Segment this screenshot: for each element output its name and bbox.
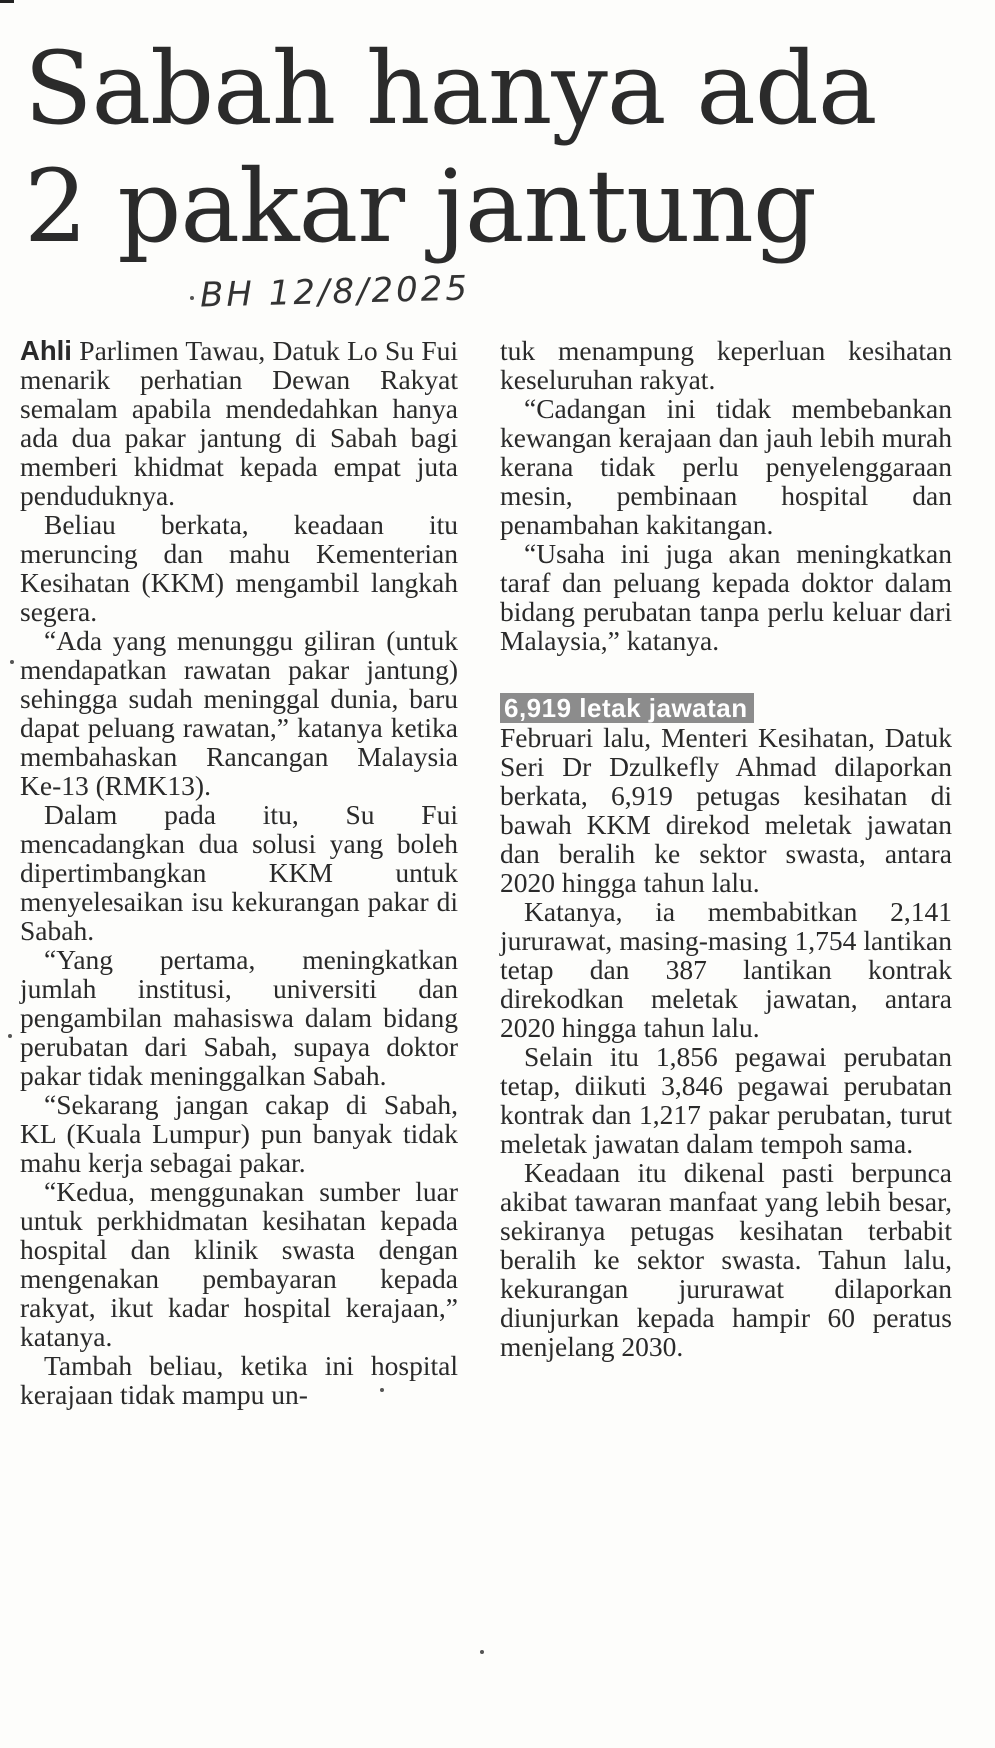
paragraph-11: “Usaha ini juga akan meningkatkan taraf dan peluang kepada doktor dalam bidang perubatan tanpa perlu keluar dari Malaysia,” katanya. xyxy=(500,538,952,656)
paragraph-10: “Cadangan ini tidak membebankan kewangan kerajaan dan jauh lebih murah kerana tidak perlu penyelenggaraan mesin, pembinaan hospital dan penambahan kakitangan. xyxy=(500,393,952,540)
paragraph-8: Tambah beliau, ketika ini hospital kerajaan tidak mampu un- xyxy=(20,1350,458,1410)
scan-dot xyxy=(10,660,14,664)
article-column-right xyxy=(500,336,952,1361)
scan-edge-mark xyxy=(0,0,14,3)
paragraph-14: Selain itu 1,856 pegawai perubatan tetap, diikuti 3,846 pegawai perubatan kontrak dan 1,217 pakar perubatan, turut meletak jawatan dalam tempoh sama. xyxy=(500,1041,952,1159)
article-column-left xyxy=(20,336,458,1409)
paragraph-1 xyxy=(20,336,458,510)
headline-line-1: Sabah hanya ada xyxy=(24,30,877,147)
subheading: 6,919 letak jawatan xyxy=(500,693,754,723)
paragraph-6: “Sekarang jangan cakap di Sabah, KL (Kuala Lumpur) pun banyak tidak mahu kerja sebagai pakar. xyxy=(20,1089,458,1178)
paragraph-4: Dalam pada itu, Su Fui mencadangkan dua solusi yang boleh dipertimbangkan KKM untuk menyelesaikan isu kekurangan pakar di Sabah. xyxy=(20,799,458,946)
scan-dot xyxy=(190,296,194,300)
paragraph-2: Beliau berkata, keadaan itu meruncing dan mahu Kementerian Kesihatan (KKM) mengambil langkah segera. xyxy=(20,509,458,627)
handwritten-source-note: BH 12/8/2025 xyxy=(199,268,471,316)
paragraph-15: Keadaan itu dikenal pasti berpunca akibat tawaran manfaat yang lebih besar, sekiranya petugas kesihatan terbabit beralih ke sektor swasta. Tahun lalu, kekurangan jururawat dilaporkan diunjurkan kepada hampir 60 peratus menjelang 2030. xyxy=(500,1157,952,1362)
paragraph-7: “Kedua, menggunakan sumber luar untuk perkhidmatan kesihatan kepada hospital dan klinik swasta dengan mengenakan pembayaran kepada rakyat, ikut kadar hospital kerajaan,” katanya. xyxy=(20,1176,458,1352)
paragraph-5: “Yang pertama, meningkatkan jumlah institusi, universiti dan pengambilan mahasiswa dalam bidang perubatan dari Sabah, supaya doktor pakar tidak meninggalkan Sabah. xyxy=(20,944,458,1091)
paragraph-1-text: Parlimen Tawau, Datuk Lo Su Fui menarik perhatian Dewan Rakyat semalam apabila mendedahkan hanya ada dua pakar jantung di Sabah bagi memberi khidmat kepada empat juta penduduknya. xyxy=(20,335,459,511)
headline xyxy=(24,30,964,266)
lead-word: Ahli xyxy=(20,335,72,366)
headline-line-2: 2 pakar jantung xyxy=(24,148,816,265)
paragraph-13: Katanya, ia membabitkan 2,141 jururawat, masing-masing 1,754 lantikan tetap dan 387 lantikan kontrak direkodkan meletak jawatan, antara 2020 hingga tahun lalu. xyxy=(500,896,952,1043)
scan-dot xyxy=(8,1034,12,1038)
paragraph-12: Februari lalu, Menteri Kesihatan, Datuk Seri Dr Dzulkefly Ahmad dilaporkan berkata, 6,919 petugas kesihatan di bawah KKM direkod meletak jawatan dan beralih ke sektor swasta, antara 2020 hingga tahun lalu. xyxy=(500,722,952,898)
paragraph-9: tuk menampung keperluan kesihatan keseluruhan rakyat. xyxy=(500,335,952,395)
paragraph-3: “Ada yang menunggu giliran (untuk mendapatkan rawatan pakar jantung) sehingga sudah meninggal dunia, baru dapat peluang rawatan,” katanya ketika membahaskan Rancangan Malaysia Ke-13 (RMK13). xyxy=(20,625,458,801)
scan-dot xyxy=(480,1650,484,1654)
scan-dot xyxy=(380,1388,384,1392)
